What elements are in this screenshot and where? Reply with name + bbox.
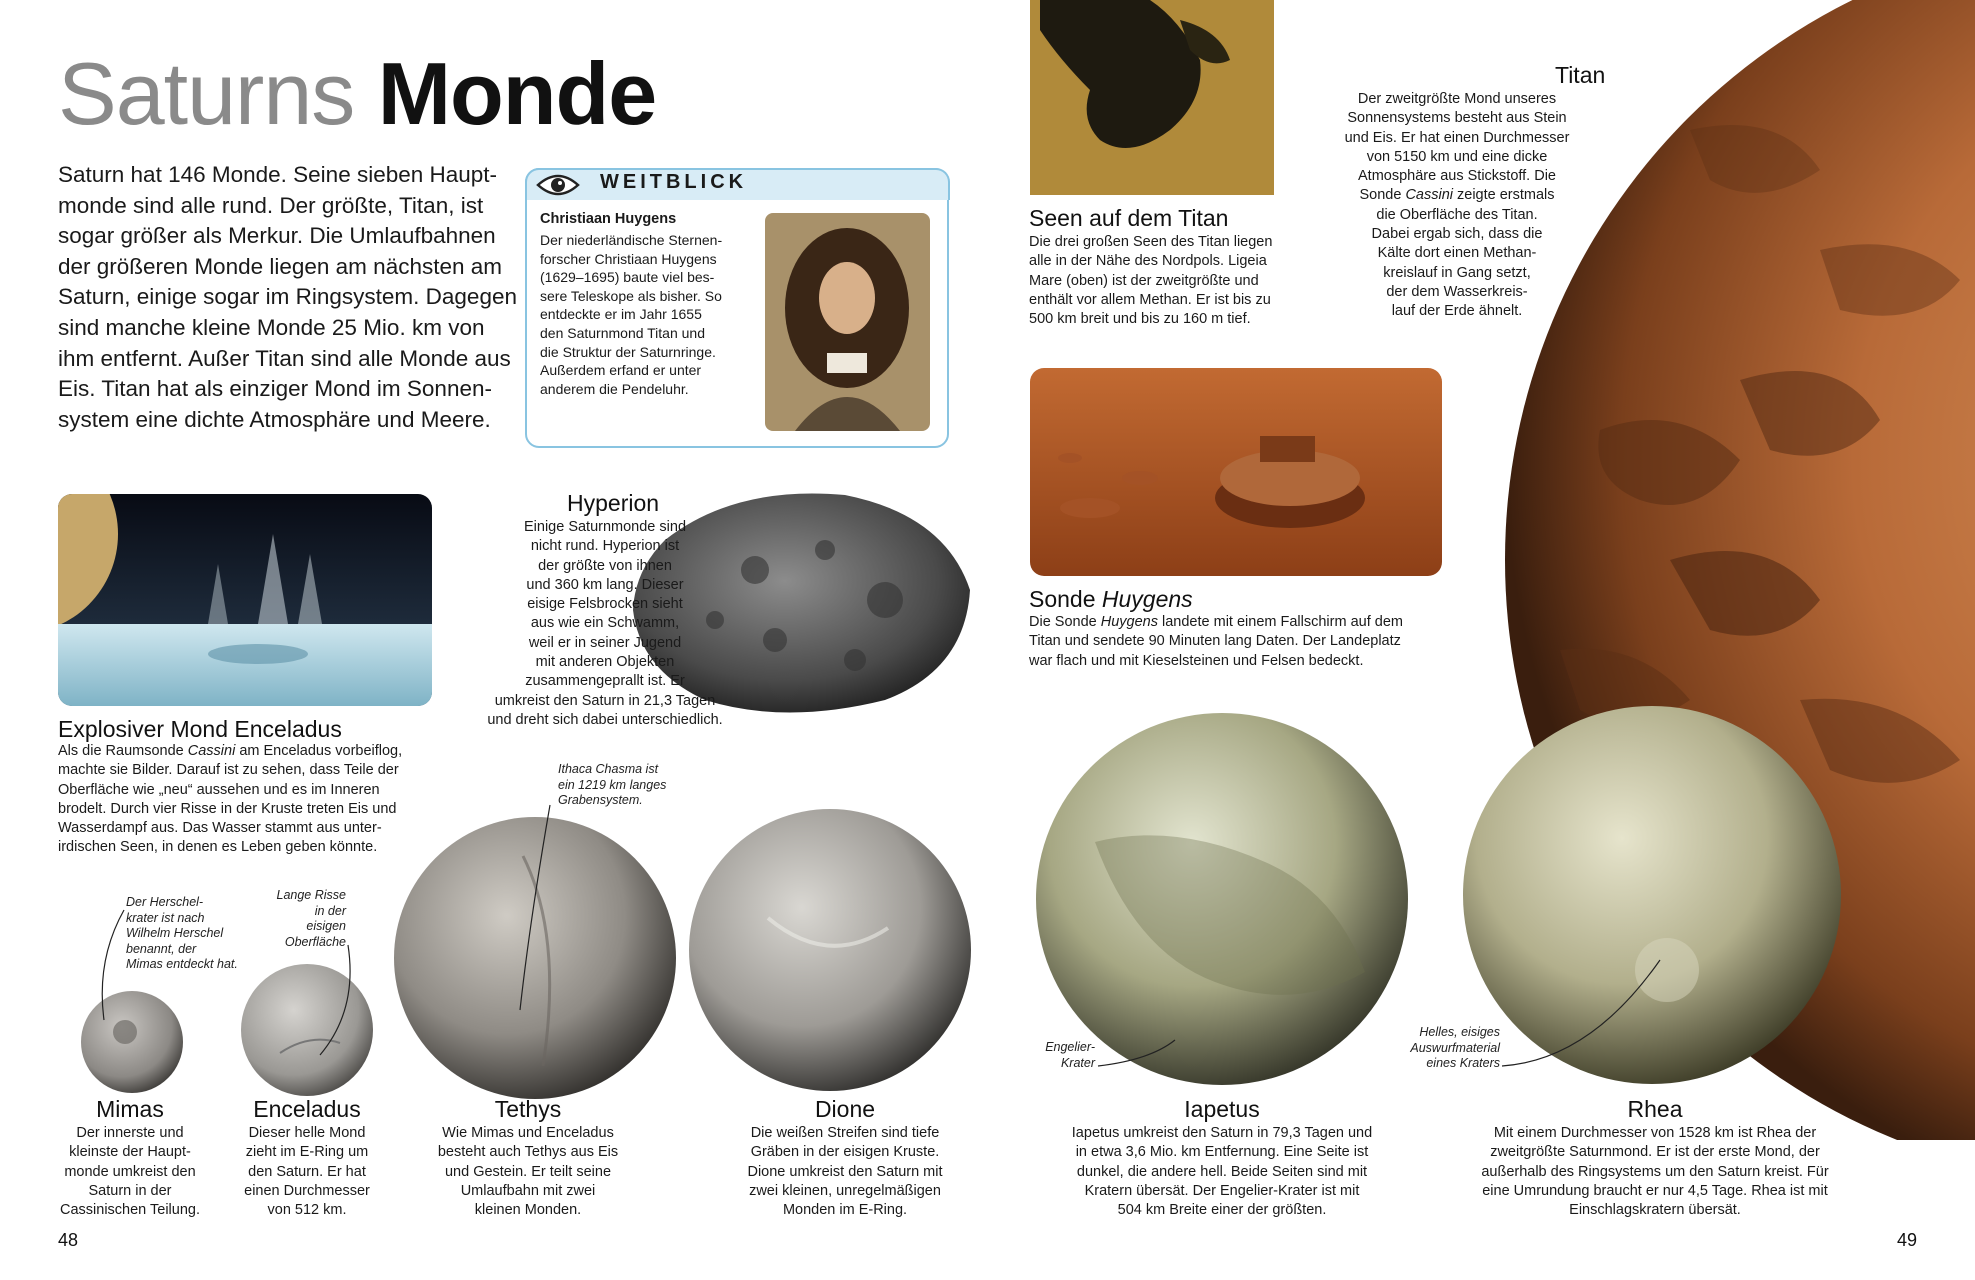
titan-text [1312, 90, 1602, 322]
weitblick-line: (1629–1695) baute viel bes- [540, 269, 715, 286]
titan-line-part: Kälte dort einen Methan- [1377, 245, 1537, 262]
hyperion-line: und dreht sich dabei unterschiedlich. [487, 711, 723, 728]
titan-title: Titan [1555, 62, 1606, 88]
hyperion-title: Hyperion [567, 490, 660, 516]
titan-line-part: Der zweitgrößte Mond unseres [1357, 91, 1557, 107]
moon-description-line: einen Durchmesser [244, 1182, 370, 1199]
titan-line-part: lauf der Erde ähnelt. [1391, 303, 1523, 320]
huygens-probe-title [1029, 586, 1193, 613]
annotation-line: Wilhelm Herschel [126, 926, 224, 940]
moon-description-line: zwei kleinen, unregelmäßigen [749, 1182, 941, 1199]
intro-line: der größeren Monde liegen am nächsten am [58, 253, 503, 279]
titan-line [1312, 225, 1602, 244]
weitblick-label: WEITBLICK [600, 171, 748, 193]
moon-description-line: Dieser helle Mond [248, 1125, 366, 1141]
huygens-probe-line-part: Huygens [1100, 614, 1158, 630]
title-bold: Monde [377, 44, 657, 143]
intro-line: monde sind alle rund. Der größte, Titan, ist [58, 192, 484, 218]
annotation-line: Ithaca Chasma ist [558, 762, 659, 776]
huygens-portrait [765, 213, 930, 431]
titan-line-part: kreislauf in Gang setzt, [1383, 264, 1531, 281]
hyperion-line: nicht rund. Hyperion ist [530, 538, 680, 555]
titan-lakes-line: enthält vor allem Methan. Er ist bis zu [1029, 291, 1271, 308]
hyperion-line: eisige Felsbrocken sieht [527, 596, 683, 613]
moon-description-line: Wie Mimas und Enceladus [442, 1125, 614, 1141]
moon-description [55, 1124, 205, 1220]
moon-description-line: Einschlagskratern übersät. [1569, 1202, 1741, 1219]
huygens-probe-line-part: landete mit einem Fallschirm auf dem [1157, 614, 1403, 630]
moon-description-line: Cassinischen Teilung. [60, 1202, 200, 1219]
intro-line: Saturn hat 146 Monde. Seine sieben Haupt- [58, 162, 498, 187]
annotation-line: krater ist nach [126, 910, 205, 925]
page-title [58, 44, 657, 143]
enceladus-feature-line-part: brodelt. Durch vier Risse in der Kruste treten Eis und [58, 800, 397, 817]
moon-description-line: Der innerste und [76, 1125, 184, 1141]
moon-description-line: in etwa 3,6 Mio. km Entfernung. Eine Seite ist [1075, 1144, 1369, 1161]
moon-description-line: Gräben in der eisigen Kruste. [750, 1144, 940, 1161]
enceladus-feature-title: Explosiver Mond Enceladus [58, 716, 342, 742]
moon-description [1455, 1124, 1855, 1220]
titan-line [1312, 302, 1602, 321]
enceladus-feature-line-part: Oberfläche wie „neu“ aussehen und es im Inneren [58, 781, 380, 798]
intro-line: Saturn, einige sogar im Ringsystem. Dagegen [58, 284, 517, 310]
titan-line-part: der dem Wasserkreis- [1386, 283, 1528, 300]
intro-line: sogar größer als Merkur. Die Umlaufbahnen [58, 223, 496, 249]
moon-description-line: kleinste der Haupt- [69, 1144, 191, 1161]
page-number-left: 48 [58, 1230, 79, 1250]
mimas-annotation [126, 895, 238, 973]
huygens-probe-line-part: Titan und sendete 90 Minuten lang Daten. Der Landeplatz [1029, 633, 1401, 650]
annotation-line: Krater [1060, 1055, 1095, 1070]
titan-line [1312, 264, 1602, 283]
enceladus-feature-line [58, 838, 402, 857]
huygens-probe-title-italic: Huygens [1101, 586, 1193, 612]
moon-description-line: Mit einem Durchmesser von 1528 km ist Rhea der [1493, 1125, 1817, 1141]
huygens-probe-line [1029, 613, 1403, 632]
hyperion-line: der größte von ihnen [538, 557, 672, 574]
annotation-line: Grabensystem. [558, 793, 643, 807]
titan-line [1312, 129, 1602, 148]
annotation-line: in der [314, 903, 346, 918]
weitblick-line: entdeckte er im Jahr 1655 [540, 306, 702, 323]
enceladus-feature-line [58, 819, 402, 838]
huygens-probe-title-prefix: Sonde [1029, 586, 1102, 612]
titan-lakes-line: Mare (oben) ist der zweitgrößte und [1029, 272, 1259, 289]
moon-description-line: Die weißen Streifen sind tiefe [750, 1125, 940, 1141]
hyperion-line: zusammengeprallt ist. Er [525, 673, 685, 690]
annotation-line: Helles, eisiges [1419, 1025, 1500, 1039]
moon-description [1042, 1124, 1402, 1220]
moon-description-line: zieht im E-Ring um [245, 1144, 369, 1161]
moon-description-line: Saturn in der [88, 1182, 172, 1199]
enceladus-feature-line-part: Als die Raumsonde [58, 743, 188, 759]
titan-line-part: Sonnensystems besteht aus Stein [1347, 110, 1567, 127]
moon-name: Iapetus [1184, 1096, 1260, 1122]
titan-line-part: Dabei ergab sich, dass die [1371, 226, 1543, 243]
moon-description-line: Iapetus umkreist den Saturn in 79,3 Tagen und [1071, 1125, 1373, 1141]
moon-description [418, 1124, 638, 1220]
enceladus-annotation [246, 888, 346, 950]
moon-name: Tethys [494, 1096, 562, 1122]
enceladus-feature-text [58, 742, 402, 858]
weitblick-line: die Struktur der Saturnringe. [540, 343, 716, 360]
weitblick-text [540, 231, 745, 398]
moon-description-line: 504 km Breite einer der größten. [1117, 1202, 1327, 1219]
titan-line [1312, 90, 1602, 109]
weitblick-name: Christiaan Huygens [540, 211, 677, 227]
tethys-annotation [558, 762, 666, 809]
titan-line [1312, 244, 1602, 263]
titan-line-part: Cassini [1405, 187, 1453, 204]
moon-name: Mimas [96, 1096, 164, 1122]
huygens-probe-line-part: war flach und mit Kieselsteinen und Felsen bedeckt. [1029, 652, 1364, 669]
annotation-line: Engelier- [1045, 1040, 1095, 1054]
annotation-line: Auswurfmaterial [1410, 1040, 1500, 1055]
enceladus-feature-line-part: am Enceladus vorbeiflog, [235, 743, 403, 759]
weitblick-line: anderem die Pendeluhr. [540, 380, 689, 397]
moon-description-line: Dione umkreist den Saturn mit [747, 1163, 943, 1180]
moon-description-line: den Saturn. Er hat [248, 1163, 366, 1180]
enceladus-feature-line [58, 800, 402, 819]
titan-line [1312, 186, 1602, 205]
enceladus-feature-line [58, 761, 402, 780]
moon-description [730, 1124, 960, 1220]
annotation-line: ein 1219 km langes [558, 777, 667, 792]
hyperion-line: mit anderen Objekten [535, 654, 675, 671]
weitblick-line: sere Teleskope als bisher. So [540, 287, 722, 304]
huygens-probe-line [1029, 632, 1403, 651]
titan-lakes-text [1029, 233, 1272, 329]
titan-line [1312, 167, 1602, 186]
intro-line: Eis. Titan hat als einziger Mond im Sonnen- [58, 376, 492, 402]
annotation-line: benannt, der [126, 941, 197, 956]
moon-description-line: zweitgrößte Saturnmond. Er ist der erste Mond, der [1490, 1144, 1820, 1161]
hyperion-line: aus wie ein Schwamm, [530, 615, 680, 632]
titan-line [1312, 109, 1602, 128]
moon-description-line: eine Umrundung braucht er nur 4,5 Tage. Rhea ist mit [1482, 1182, 1828, 1199]
hyperion-line: und 360 km lang. Dieser [526, 576, 684, 593]
annotation-line: Mimas entdeckt hat. [126, 957, 238, 971]
moon-description-line: von 512 km. [267, 1202, 347, 1219]
titan-line-part: von 5150 km und eine dicke [1366, 148, 1548, 165]
hyperion-line: umkreist den Saturn in 21,3 Tagen [494, 692, 716, 709]
titan-line [1312, 206, 1602, 225]
weitblick-line: forscher Christiaan Huygens [540, 250, 717, 267]
annotation-line: Der Herschel- [126, 895, 204, 909]
titan-line-part: Sonde [1359, 187, 1406, 204]
annotation-line: eines Kraters [1426, 1056, 1500, 1070]
page-number-right: 49 [1897, 1230, 1918, 1250]
moon-description-line: dunkel, die andere hell. Beide Seiten sind mit [1076, 1163, 1368, 1180]
enceladus-feature-line-part: machte sie Bilder. Darauf ist zu sehen, dass Teile der [58, 762, 399, 779]
annotation-line: Lange Risse [276, 888, 346, 902]
hyperion-line: Einige Saturnmonde sind [523, 519, 687, 535]
titan-lakes-line: Die drei großen Seen des Titan liegen [1029, 234, 1273, 250]
titan-lakes-title: Seen auf dem Titan [1029, 205, 1229, 231]
hyperion-line: weil er in seiner Jugend [528, 634, 682, 651]
enceladus-feature-line [58, 781, 402, 800]
weitblick-line: Der niederländische Sternen- [540, 232, 723, 248]
moon-description-line: monde umkreist den [64, 1163, 196, 1180]
annotation-line: eisigen [306, 919, 346, 933]
intro-line: system eine dichte Atmosphäre und Meere. [58, 406, 491, 432]
annotation-line: Oberfläche [284, 934, 346, 949]
titan-line [1312, 148, 1602, 167]
rhea-annotation [1360, 1025, 1500, 1072]
enceladus-feature-line-part: Wasserdampf aus. Das Wasser stammt aus unter- [58, 820, 382, 837]
eye-icon [536, 171, 580, 199]
title-light: Saturns [58, 44, 355, 143]
iapetus-annotation [1000, 1040, 1095, 1071]
huygens-probe-text [1029, 613, 1403, 671]
moon-name: Dione [814, 1096, 876, 1122]
titan-lakes-line: alle in der Nähe des Nordpols. Ligeia [1029, 253, 1267, 270]
titan-line-part: die Oberfläche des Titan. [1376, 206, 1538, 223]
enceladus-feature-line-part: Cassini [187, 743, 236, 759]
weitblick-line: Außerdem erfand er unter [540, 362, 702, 379]
moon-description-line: und Gestein. Er teilt seine [444, 1163, 612, 1180]
moon-description-line: außerhalb des Ringsystems um den Saturn kreist. Für [1481, 1163, 1829, 1180]
moon-description-line: Umlaufbahn mit zwei [460, 1182, 596, 1199]
intro-line: sind manche kleine Monde 25 Mio. km von [58, 314, 485, 340]
moon-description-line: kleinen Monden. [474, 1202, 582, 1219]
enceladus-feature-line [58, 742, 402, 761]
huygens-probe-line-part: Die Sonde [1029, 614, 1101, 630]
titan-line-part: Atmosphäre aus Stickstoff. Die [1358, 168, 1556, 185]
moon-description [232, 1124, 382, 1220]
moon-name: Enceladus [253, 1096, 361, 1122]
intro-line: ihm entfernt. Außer Titan sind alle Monde aus [58, 345, 511, 371]
titan-line [1312, 283, 1602, 302]
titan-line-part: und Eis. Er hat einen Durchmesser [1344, 129, 1570, 146]
huygens-probe-line [1029, 652, 1403, 671]
titan-lakes-line: 500 km breit und bis zu 160 m tief. [1029, 311, 1251, 328]
hyperion-text [440, 518, 770, 730]
moon-name: Rhea [1627, 1096, 1683, 1122]
moon-description-line: besteht auch Tethys aus Eis [437, 1144, 619, 1161]
titan-line-part: zeigte erstmals [1452, 187, 1555, 204]
weitblick-line: den Saturnmond Titan und [540, 324, 706, 341]
moon-description-line: Monden im E-Ring. [782, 1202, 908, 1219]
moon-description-line: Kratern übersät. Der Engelier-Krater ist mit [1084, 1182, 1360, 1199]
enceladus-feature-line-part: irdischen Seen, in denen es Leben geben könnte. [58, 839, 378, 856]
intro-paragraph [58, 160, 517, 435]
